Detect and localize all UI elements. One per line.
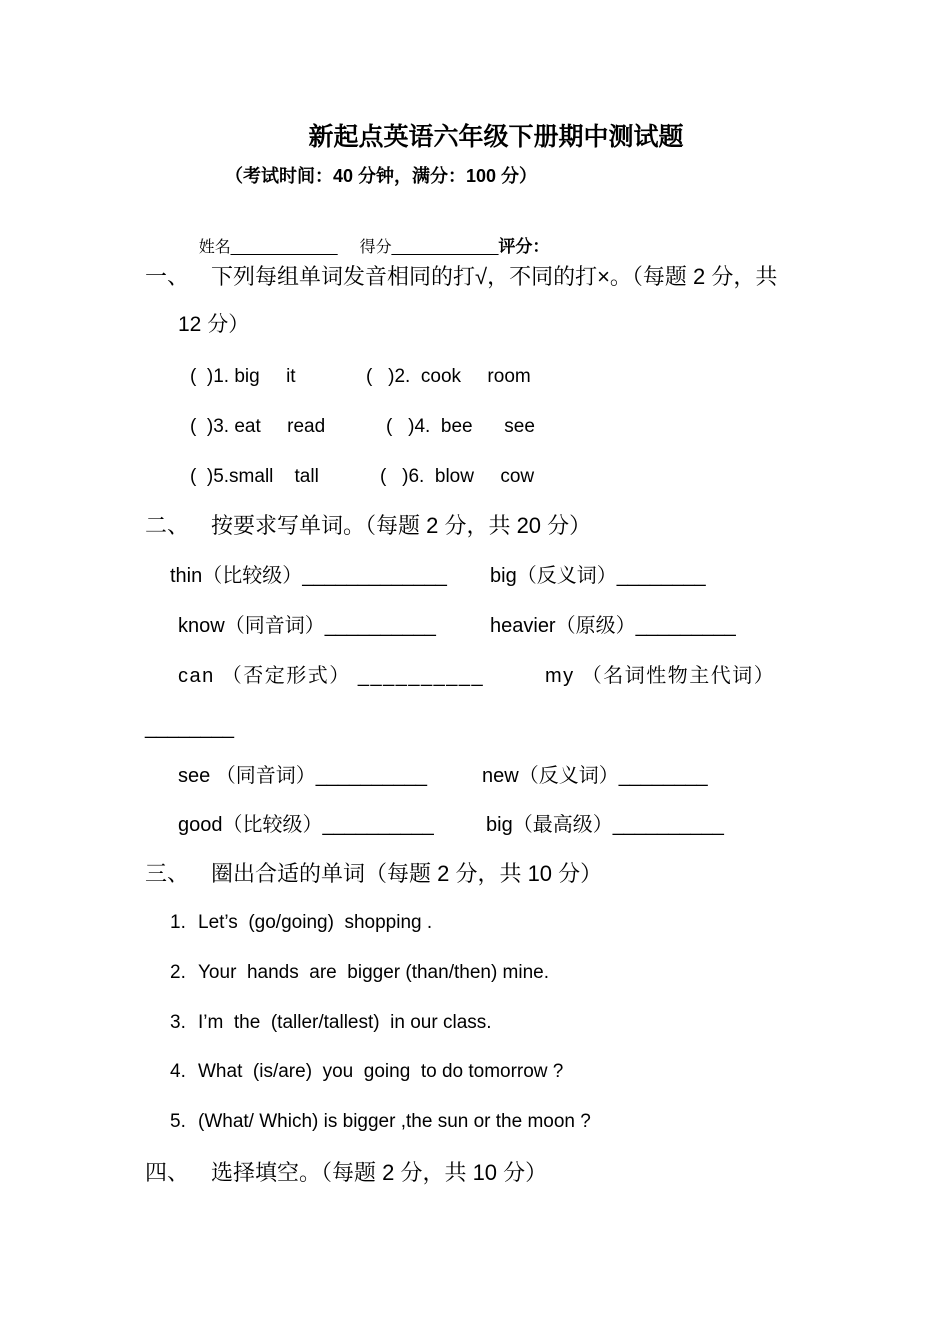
question-number: 4. <box>170 1061 186 1082</box>
question-item: thin（比较级）_____________ <box>170 565 447 587</box>
question-item: ( )3. eat read <box>190 416 326 437</box>
question-item: ( )2. cook room <box>366 366 531 387</box>
question-number: 2. <box>170 962 186 983</box>
question-text: What (is/are) you going to do tomorrow ? <box>198 1061 564 1082</box>
question-number: 5. <box>170 1111 186 1132</box>
section-2-marker: 二、 <box>145 513 190 538</box>
question-text: (What/ Which) is bigger ,the sun or the moon ? <box>198 1111 591 1132</box>
section-1-heading-continued: 12 分） <box>178 313 250 336</box>
question-text: Let’s (go/going) shopping . <box>198 912 433 933</box>
question-number: 1. <box>170 912 186 933</box>
section-3-marker: 三、 <box>145 861 190 886</box>
exam-title: 新起点英语六年级下册期中测试题 <box>308 123 684 151</box>
question-item: new（反义词）________ <box>482 765 708 787</box>
question-item: ( )5.small tall <box>190 466 319 487</box>
answer-blank-continued: ________ <box>145 717 234 739</box>
question-item: ( )1. big it <box>190 366 296 387</box>
question-item: heavier（原级）_________ <box>490 615 736 637</box>
question-item: can （否定形式） __________ <box>178 665 485 687</box>
question-item: big（反义词）________ <box>490 565 706 587</box>
exam-subtitle: （考试时间：40 分钟，满分：100 分） <box>225 166 538 186</box>
section-4-heading: 选择填空。（每题 2 分，共 10 分） <box>211 1160 548 1185</box>
name-blank-label: 姓名____________ <box>198 239 338 257</box>
section-1-marker: 一、 <box>145 264 190 289</box>
section-2-heading: 按要求写单词。（每题 2 分，共 20 分） <box>211 513 592 538</box>
question-text: Your hands are bigger (than/then) mine. <box>198 962 550 983</box>
grade-label: 评分： <box>498 237 550 257</box>
question-item: ( )4. bee see <box>386 416 535 437</box>
question-item: good（比较级）__________ <box>178 814 434 836</box>
question-item: see （同音词）__________ <box>178 765 428 787</box>
question-text: I’m the (taller/tallest) in our class. <box>198 1012 492 1033</box>
section-1-heading: 下列每组单词发音相同的打√，不同的打×。（每题 2 分，共 <box>211 264 778 289</box>
question-item: know（同音词）__________ <box>178 615 436 637</box>
score-blank-label: 得分____________ <box>359 239 499 257</box>
question-item: ( )6. blow cow <box>380 466 535 487</box>
question-item: big（最高级）__________ <box>486 814 724 836</box>
question-item: my （名词性物主代词） <box>545 665 776 687</box>
question-number: 3. <box>170 1012 186 1033</box>
section-3-heading: 圈出合适的单词（每题 2 分，共 10 分） <box>211 861 603 886</box>
section-4-marker: 四、 <box>145 1160 190 1185</box>
